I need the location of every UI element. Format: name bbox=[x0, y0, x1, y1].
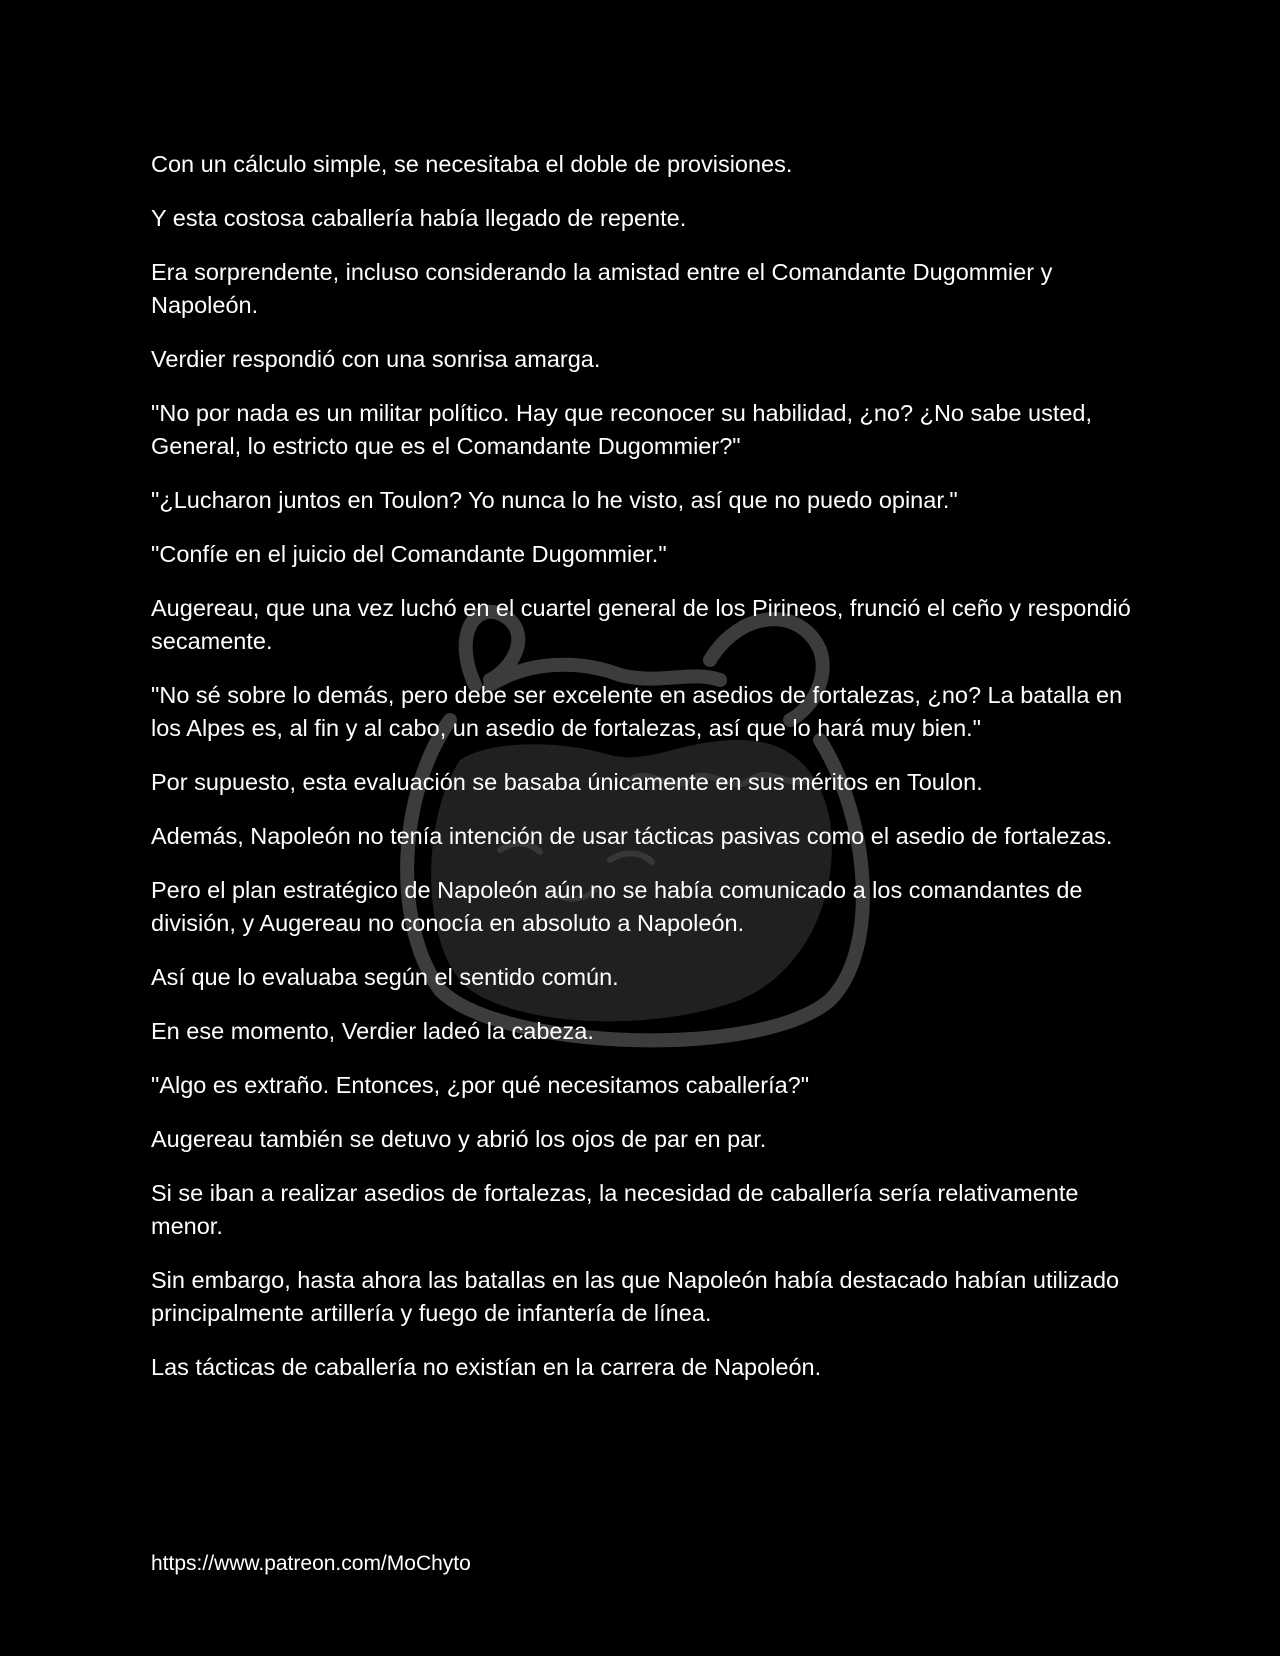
paragraph: Y esta costosa caballería había llegado de repente. bbox=[151, 205, 687, 231]
paragraph: Así que lo evaluaba según el sentido común. bbox=[151, 964, 619, 990]
paragraph: Pero el plan estratégico de Napoleón aún no se había comunicado a los comandantes de división, y Augereau no conocía en absoluto a Napoleón. bbox=[151, 877, 1083, 936]
paragraph: Las tácticas de caballería no existían en la carrera de Napoleón. bbox=[151, 1354, 822, 1380]
paragraph: Augereau también se detuvo y abrió los ojos de par en par. bbox=[151, 1126, 767, 1152]
paragraph: Augereau, que una vez luchó en el cuartel general de los Pirineos, frunció el ceño y respondió secamente. bbox=[151, 595, 1131, 654]
paragraph: "Confíe en el juicio del Comandante Dugommier." bbox=[151, 541, 667, 567]
paragraph: Verdier respondió con una sonrisa amarga. bbox=[151, 346, 601, 372]
paragraph: Además, Napoleón no tenía intención de usar tácticas pasivas como el asedio de fortalezas. bbox=[151, 823, 1113, 849]
patreon-link[interactable]: https://www.patreon.com/MoChyto bbox=[151, 1552, 471, 1575]
paragraph: "Algo es extraño. Entonces, ¿por qué necesitamos caballería?" bbox=[151, 1072, 810, 1098]
paragraph: Con un cálculo simple, se necesitaba el doble de provisiones. bbox=[151, 151, 793, 177]
paragraph: Por supuesto, esta evaluación se basaba únicamente en sus méritos en Toulon. bbox=[151, 769, 983, 795]
paragraph: Si se iban a realizar asedios de fortalezas, la necesidad de caballería sería relativamente menor. bbox=[151, 1180, 1079, 1239]
paragraph: En ese momento, Verdier ladeó la cabeza. bbox=[151, 1018, 594, 1044]
paragraph: Era sorprendente, incluso considerando la amistad entre el Comandante Dugommier y Napoleón. bbox=[151, 259, 1053, 318]
paragraph: "¿Lucharon juntos en Toulon? Yo nunca lo he visto, así que no puedo opinar." bbox=[151, 487, 958, 513]
paragraph: "No sé sobre lo demás, pero debe ser excelente en asedios de fortalezas, ¿no? La batalla en los Alpes es, al fin y al cabo, un asedio de fortalezas, así que lo hará muy bien." bbox=[151, 682, 1123, 741]
text-body bbox=[151, 148, 1131, 1405]
paragraph: Sin embargo, hasta ahora las batallas en las que Napoleón había destacado habían utilizado principalmente artillería y fuego de infantería de línea. bbox=[151, 1267, 1120, 1326]
paragraph: "No por nada es un militar político. Hay que reconocer su habilidad, ¿no? ¿No sabe usted, General, lo estricto que es el Comandante Dugommier?" bbox=[151, 400, 1093, 459]
